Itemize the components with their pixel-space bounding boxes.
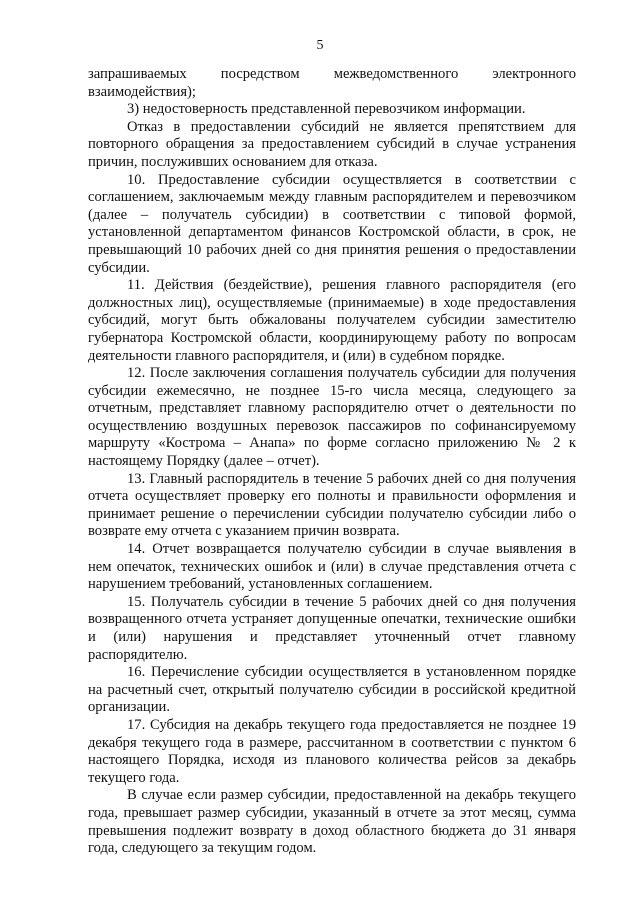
paragraph-continuation: запрашиваемых посредством межведомственного электронного взаимодействия); [88, 66, 576, 100]
document-body [88, 66, 576, 858]
paragraph-16: 16. Перечисление субсидии осуществляется в установленном порядке на расчетный счет, открытый получателю субсидии в российской кредитной организации. [88, 664, 576, 716]
page-number: 5 [316, 38, 324, 53]
paragraph-december-excess: В случае если размер субсидии, предоставленной на декабрь текущего года, превышает размер субсидии, указанный в отчете за этот месяц, сумма превышения подлежит возврату в доход областного бюджета до 31 января года, следующего за текущим годом. [88, 787, 576, 857]
paragraph-17: 17. Субсидия на декабрь текущего года предоставляется не позднее 19 декабря текущего года в размере, рассчитанном в соответствии с пунктом 6 настоящего Порядка, исходя из планового количества рейсов за декабрь текущего года. [88, 716, 576, 786]
paragraph-15: 15. Получатель субсидии в течение 5 рабочих дней со дня получения возвращенного отчета устраняет допущенные опечатки, технические ошибки и (или) нарушения и представляет уточненный отчет главному распорядителю. [88, 593, 576, 663]
paragraph-refusal-note: Отказ в предоставлении субсидий не является препятствием для повторного обращения за предоставлением субсидий в случае устранения причин, послуживших основанием для отказа. [88, 118, 576, 170]
paragraph-10: 10. Предоставление субсидии осуществляется в соответствии с соглашением, заключаемым между главным распорядителем и перевозчиком (далее – получатель субсидии) в соответствии с типовой формой, установленной департаментом финансов Костромской области, в срок, не превышающий 10 рабочих дней со дня принятия решения о предоставлении субсидии. [88, 171, 576, 276]
paragraph-12: 12. После заключения соглашения получатель субсидии для получения субсидии ежемесячно, не позднее 15-го числа месяца, следующего за отчетным, представляет главному распорядителю отчет о деятельности по осуществлению воздушных перевозок пассажиров по софинансируемому маршруту «Кострома – Анапа» по форме согласно приложению № 2 к настоящему Порядку (далее – отчет). [88, 365, 576, 470]
paragraph-11: 11. Действия (бездействие), решения главного распорядителя (его должностных лиц), осуществляемые (принимаемые) в ходе предоставления субсидий, могут быть обжалованы получателем субсидии заместителю губернатора Костромской области, координирующему работу по вопросам деятельности главного распорядителя, и (или) в судебном порядке. [88, 277, 576, 364]
paragraph-item-3: 3) недостоверность представленной перевозчиком информации. [127, 101, 526, 118]
paragraph-13: 13. Главный распорядитель в течение 5 рабочих дней со дня получения отчета осуществляет проверку его полноты и правильности оформления и принимает решение о перечислении субсидии получателю субсидии либо о возврате ему отчета с указанием причин возврата. [88, 470, 576, 540]
paragraph-14: 14. Отчет возвращается получателю субсидии в случае выявления в нем опечаток, технических ошибок и (или) в случае представления отчета с нарушением требований, установленных соглашением. [88, 541, 576, 593]
